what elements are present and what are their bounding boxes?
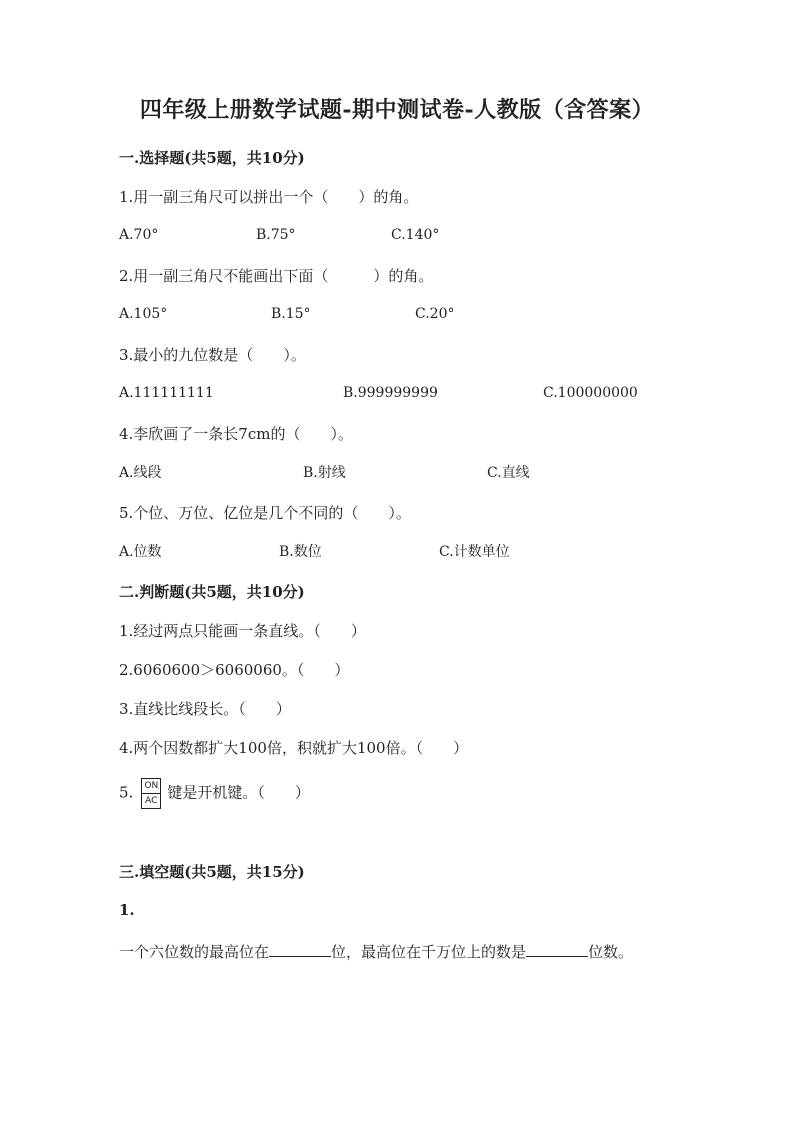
question-text: 一个六位数的最高位在 <box>119 943 270 961</box>
question-stem-with-key <box>119 778 310 809</box>
question-stem: 5.个位、万位、亿位是几个不同的（ ）。 <box>119 504 411 522</box>
option: B.75° <box>256 227 296 243</box>
section-heading-fill: 三.填空题(共5题，共15分) <box>119 863 305 881</box>
question-text: 位数。 <box>588 943 634 961</box>
fill-question <box>119 941 633 962</box>
question-number: 5. <box>119 783 134 802</box>
option: A.105° <box>119 306 168 322</box>
option: B.数位 <box>279 544 322 560</box>
option: A.线段 <box>119 465 162 481</box>
option: A.70° <box>119 227 159 243</box>
section-heading-judge: 二.判断题(共5题，共10分) <box>119 583 305 601</box>
question-number: 1. <box>119 901 135 919</box>
option: C.100000000 <box>543 385 638 401</box>
option: C.20° <box>415 306 455 322</box>
option: A.位数 <box>119 544 162 560</box>
key-label-bottom: AC <box>145 796 158 806</box>
section-heading-choice: 一.选择题(共5题，共10分) <box>119 149 305 167</box>
question-stem: 3.直线比线段长。（ ） <box>119 700 291 718</box>
option: A.111111111 <box>119 385 214 401</box>
answer-blank[interactable] <box>269 942 331 957</box>
question-stem: 1.经过两点只能画一条直线。（ ） <box>119 622 366 640</box>
question-stem: 4.两个因数都扩大100倍，积就扩大100倍。（ ） <box>119 739 469 757</box>
key-label-top: ON <box>142 779 160 794</box>
option: B.射线 <box>303 465 346 481</box>
on-ac-key-icon <box>141 778 161 809</box>
option: C.直线 <box>487 465 530 481</box>
question-stem: 4.李欣画了一条长7cm的（ ）。 <box>119 425 353 443</box>
question-stem: 1.用一副三角尺可以拼出一个（ ）的角。 <box>119 188 419 206</box>
question-stem: 2.用一副三角尺不能画出下面（ ）的角。 <box>119 267 434 285</box>
question-text: 键是开机键。（ ） <box>167 783 310 802</box>
question-text: 位，最高位在千万位上的数是 <box>331 943 527 961</box>
option: B.15° <box>271 306 311 322</box>
option: C.140° <box>391 227 440 243</box>
option: B.999999999 <box>343 385 438 401</box>
question-stem: 3.最小的九位数是（ ）。 <box>119 346 306 364</box>
question-stem: 2.6060600＞6060060。（ ） <box>119 661 350 679</box>
page-title: 四年级上册数学试题-期中测试卷-人教版（含答案） <box>139 97 655 123</box>
answer-blank[interactable] <box>526 942 588 957</box>
option: C.计数单位 <box>439 544 510 560</box>
